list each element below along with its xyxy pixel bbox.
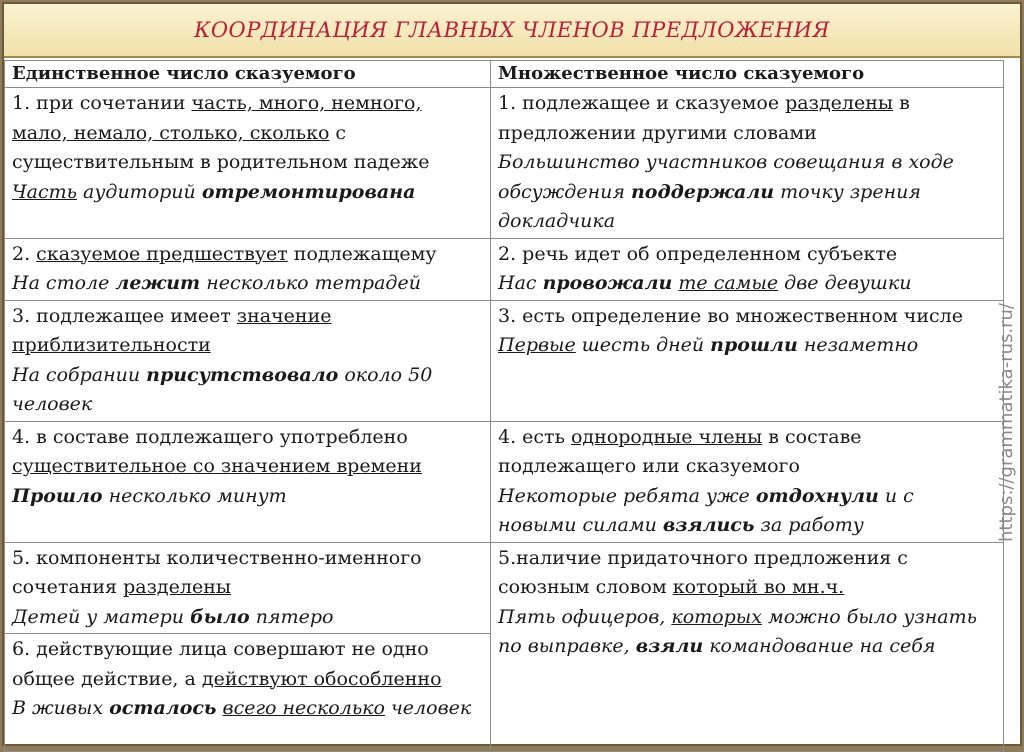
text-segment: осталось [109,697,217,719]
text-segment: 5.наличие придаточного предложения с союзным словом [498,546,908,598]
text-segment: прошли [710,334,798,356]
text-segment: 3. есть определение во множественном числе [498,304,963,327]
coordination-table [4,60,1004,752]
table-header-row [5,61,1004,88]
text-segment: которых [671,605,762,628]
text-segment: сказуемое предшествует [36,242,288,265]
plural-cell-1 [491,88,1004,239]
text-segment: взяли [635,635,704,657]
text-segment: 4. в составе подлежащего употреблено [12,425,408,448]
page-title: КООРДИНАЦИЯ ГЛАВНЫХ ЧЛЕНОВ ПРЕДЛОЖЕНИЯ [194,18,830,42]
text-segment: Первые [498,334,576,356]
text-segment: Прошло [12,484,103,507]
text-segment: за работу [754,514,864,536]
text-segment: было [190,605,250,628]
text-segment: с существительным в родительном падеже [12,121,430,173]
example-text [498,603,996,662]
text-segment: Детей у матери [12,605,191,628]
singular-cell-4 [5,421,491,542]
text-segment: часть, много, немного, мало, немало, столько, сколько [12,92,422,144]
singular-cell-6 [5,634,491,752]
text-segment: отремонтирована [201,180,416,203]
text-segment: и с новыми силами [498,484,914,536]
text-segment: аудиторий [77,180,202,203]
text-segment: Некоторые ребята уже [498,484,756,507]
example-text [12,603,483,633]
text-segment: 2. речь идет об определенном субъекте [498,242,898,265]
text-segment: несколько тетрадей [200,272,421,294]
singular-cell-3 [5,300,491,421]
watermark-url: https://grammatika-rus.ru/ [995,302,1017,542]
text-segment: поддержали [630,180,775,203]
example-text [12,361,483,420]
table-row [5,421,1004,542]
text-segment: шесть дней [575,334,711,356]
singular-cell-1 [5,88,491,239]
rule-text [498,92,910,144]
text-segment: человек [384,697,472,719]
text-segment: На столе [12,272,116,294]
text-segment: точку зрения докладчика [498,180,921,232]
text-segment: Пять офицеров, [498,605,672,628]
text-segment: существительное со значением времени [12,455,422,477]
watermark [994,292,1018,552]
text-segment: 1. при сочетании [12,92,192,114]
text-segment: лежит [115,272,201,294]
text-segment: в предложении другими словами [498,92,910,144]
rule-text [498,426,862,478]
text-segment: подлежащему [287,242,437,265]
title-bar [4,4,1020,58]
rule-text [498,305,963,327]
text-segment: незаметно [797,334,919,356]
example-text [12,269,483,299]
singular-cell-2 [5,238,491,300]
text-segment: 1. подлежащее и сказуемое [498,92,786,114]
text-segment: однородные члены [570,425,763,448]
rule-text [12,305,332,357]
text-segment: в составе подлежащего или сказуемого [498,425,862,477]
text-segment: 5. компоненты количественно-именного сочетания [12,546,422,598]
example-text [12,178,483,208]
text-segment: присутствовало [146,363,339,386]
plural-cell-3 [491,300,1004,421]
table-row [5,238,1004,300]
text-segment: На собрании [12,363,147,386]
table-row [5,542,1004,634]
header-plural: Множественное число сказуемого [491,61,1004,88]
text-segment: действуют обособленно [201,667,442,690]
text-segment: разделены [123,576,231,598]
text-segment: 4. есть [498,425,571,448]
text-segment: разделены [785,92,894,114]
text-segment: отдохнули [755,484,879,507]
text-segment: 6. действующие лица совершают не одно общее действие, а [12,638,429,690]
rule-text [12,547,422,599]
text-segment: те самые [678,272,779,294]
text-segment: провожали [542,272,673,294]
text-segment: командование на себя [703,635,936,657]
rule-text [12,426,422,478]
text-segment: Часть [12,180,78,203]
rule-text [498,547,908,599]
rule-text [12,638,442,690]
text-segment: 2. [12,242,37,265]
plural-cell-5 [491,542,1004,752]
example-text [498,331,996,361]
plural-cell-4 [491,421,1004,542]
content-frame [4,4,1020,744]
example-text [12,482,483,512]
rule-text [12,92,429,173]
text-segment: значение приблизительности [12,304,332,356]
example-text [498,482,996,541]
example-text [12,694,483,724]
header-singular: Единственное число сказуемого [5,61,491,88]
text-segment: Большинство участников совещания в ходе обсуждения [498,151,954,203]
plural-cell-2 [491,238,1004,300]
rule-text [12,243,437,265]
singular-cell-5 [5,542,491,634]
text-segment: несколько минут [102,484,287,507]
text-segment: можно было узнать по выправке, [498,605,977,657]
table-row [5,88,1004,239]
text-segment: Нас [498,272,543,294]
text-segment: взялись [662,514,755,536]
text-segment: всего несколько [222,697,385,719]
table-row [5,300,1004,421]
text-segment: 3. подлежащее имеет [12,304,237,327]
example-text [498,148,996,237]
rule-text [498,243,897,265]
text-segment: пятеро [249,605,334,628]
text-segment: около 50 человек [12,363,433,415]
example-text [498,269,996,299]
text-segment: две девушки [778,272,912,294]
text-segment: В живых [12,697,110,719]
text-segment: который во мн.ч. [672,576,845,598]
